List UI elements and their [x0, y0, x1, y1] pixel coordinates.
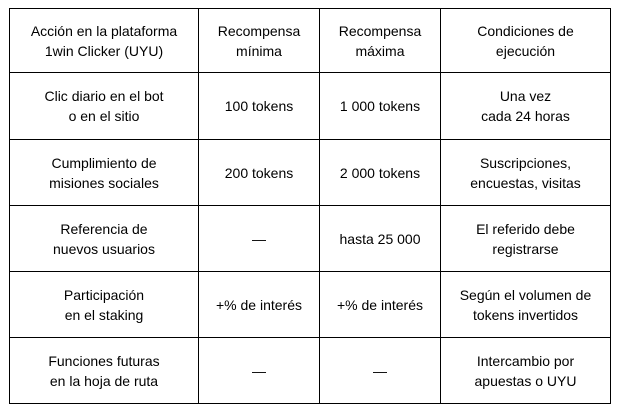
header-cell-conditions: Condiciones de ejecución [441, 9, 611, 73]
table-cell-conditions: Intercambio por apuestas o UYU [441, 338, 611, 404]
table-cell-action: Funciones futuras en la hoja de ruta [10, 338, 199, 404]
table-row [10, 206, 611, 272]
header-row [10, 9, 611, 73]
table-cell-conditions: El referido debe registrarse [441, 206, 611, 272]
table-cell-conditions: Según el volumen de tokens invertidos [441, 272, 611, 338]
table-cell-min-reward: — [199, 206, 320, 272]
table-cell-action: Clic diario en el bot o en el sitio [10, 73, 199, 140]
table-cell-conditions: Una vez cada 24 horas [441, 73, 611, 140]
table-cell-min-reward: 200 tokens [199, 140, 320, 206]
table-cell-max-reward: +% de interés [320, 272, 441, 338]
header-cell-min-reward: Recompensa mínima [199, 9, 320, 73]
table-row [10, 73, 611, 140]
table-cell-min-reward: — [199, 338, 320, 404]
table-row [10, 272, 611, 338]
header-cell-max-reward: Recompensa máxima [320, 9, 441, 73]
table-cell-min-reward: +% de interés [199, 272, 320, 338]
table-cell-action: Participación en el staking [10, 272, 199, 338]
table-cell-min-reward: 100 tokens [199, 73, 320, 140]
table-cell-max-reward: 2 000 tokens [320, 140, 441, 206]
header-cell-action: Acción en la plataforma 1win Clicker (UYU) [10, 9, 199, 73]
table-row [10, 338, 611, 404]
table-cell-max-reward: — [320, 338, 441, 404]
table-row [10, 140, 611, 206]
table-cell-action: Cumplimiento de misiones sociales [10, 140, 199, 206]
table-cell-max-reward: hasta 25 000 [320, 206, 441, 272]
rewards-table [9, 8, 611, 404]
table-cell-conditions: Suscripciones, encuestas, visitas [441, 140, 611, 206]
table-cell-max-reward: 1 000 tokens [320, 73, 441, 140]
table-cell-action: Referencia de nuevos usuarios [10, 206, 199, 272]
